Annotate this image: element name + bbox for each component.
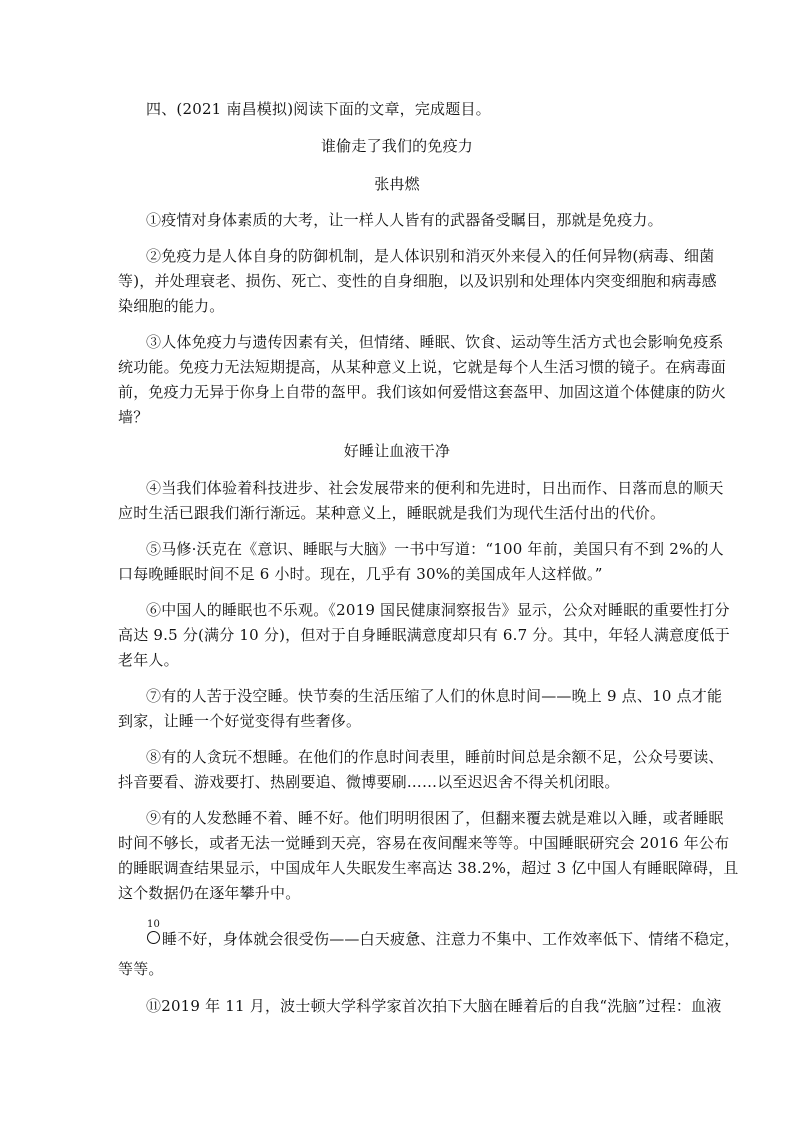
paragraph-4-line-2: 应时生活已跟我们渐行渐远。某种意义上，睡眠就是我们为现代生活付出的代价。 bbox=[118, 504, 666, 522]
paragraph-5-line-2: 口每晚睡眠时间不足 6 小时。现在，几乎有 30%的美国成年人这样做。” bbox=[118, 565, 603, 583]
paragraph-10-line-1 bbox=[146, 919, 740, 949]
paragraph-11-line-1: ⑪2019 年 11 月，波士顿大学科学家首次拍下大脑在睡着后的自我“洗脑”过程：血液 bbox=[146, 997, 722, 1015]
paragraph-9-line-3: 的睡眠调查结果显示，中国成年人失眠发生率高达 38.2%，超过 3 亿中国人有睡眠障碍，且 bbox=[118, 859, 739, 877]
paragraph-10-number: 10 bbox=[147, 919, 161, 930]
paragraph-7-line-1: ⑦有的人苦于没空睡。快节奏的生活压缩了人们的休息时间——晚上 9 点、10 点才能 bbox=[146, 687, 723, 705]
paragraph-2-line-3: 染细胞的能力。 bbox=[118, 297, 225, 315]
paragraph-6-line-1: ⑥中国人的睡眠也不乐观。《2019 国民健康洞察报告》显示，公众对睡眠的重要性打分 bbox=[146, 601, 730, 619]
paragraph-9-line-1: ⑨有的人发愁睡不着、睡不好。他们明明很困了，但翻来覆去就是难以入睡，或者睡眠 bbox=[146, 809, 724, 827]
question-header: 四、(2021 南昌模拟)阅读下面的文章，完成题目。 bbox=[146, 100, 491, 118]
paragraph-10-line-2: 等等。 bbox=[118, 960, 164, 978]
paragraph-2-line-1: ②免疫力是人体自身的防御机制，是人体识别和消灭外来侵入的任何异物(病毒、细菌 bbox=[146, 247, 715, 265]
section-subtitle: 好睡让血液干净 bbox=[343, 442, 451, 460]
paragraph-10-text: 睡不好，身体就会很受伤——白天疲惫、注意力不集中、工作效率低下、情绪不稳定， bbox=[162, 930, 740, 948]
paragraph-3-line-3: 前，免疫力无异于你身上自带的盔甲。我们该如何爱惜这套盔甲、加固这道个体健康的防火 bbox=[118, 383, 727, 401]
article-author: 张冉燃 bbox=[374, 175, 420, 193]
paragraph-10-number-marker bbox=[146, 919, 161, 944]
paragraph-4-line-1: ④当我们体验着科技进步、社会发展带来的便利和先进时，日出而作、日落而息的顺天 bbox=[146, 479, 724, 497]
article-title: 谁偷走了我们的免疫力 bbox=[320, 137, 473, 155]
paragraph-5-line-1: ⑤马修·沃克在《意识、睡眠与大脑》一书中写道：“100 年前，美国只有不到 2%的人 bbox=[146, 540, 724, 558]
paragraph-3-line-4: 墙？ bbox=[118, 408, 149, 426]
paragraph-2-line-2: 等)，并处理衰老、损伤、死亡、变性的自身细胞，以及识别和处理体内突变细胞和病毒感 bbox=[118, 272, 717, 290]
paragraph-9-line-4: 这个数据仍在逐年攀升中。 bbox=[118, 884, 301, 902]
paragraph-9-line-2: 时间不够长，或者无法一觉睡到天亮，容易在夜间醒来等等。中国睡眠研究会 2016 年公布 bbox=[118, 834, 730, 852]
paragraph-6-line-2: 高达 9.5 分(满分 10 分)，但对于自身睡眠满意度却只有 6.7 分。其中，年轻人满意度低于 bbox=[118, 626, 730, 644]
paragraph-6-line-3: 老年人。 bbox=[118, 651, 179, 669]
paragraph-8-line-1: ⑧有的人贪玩不想睡。在他们的作息时间表里，睡前时间总是余额不足，公众号要读、 bbox=[146, 748, 724, 766]
paragraph-7-line-2: 到家，让睡一个好觉变得有些奢侈。 bbox=[118, 712, 362, 730]
paragraph-3-line-1: ③人体免疫力与遗传因素有关，但情绪、睡眠、饮食、运动等生活方式也会影响免疫系 bbox=[146, 333, 724, 351]
paragraph-10-circle bbox=[147, 931, 160, 944]
paragraph-1: ①疫情对身体素质的大考，让一样人人皆有的武器备受瞩目，那就是免疫力。 bbox=[146, 211, 663, 229]
paragraph-3-line-2: 统功能。免疫力无法短期提高，从某种意义上说，它就是每个人生活习惯的镜子。在病毒面 bbox=[118, 358, 727, 376]
paragraph-8-line-2: 抖音要看、游戏要打、热剧要追、微博要刷……以至迟迟舍不得关机闭眼。 bbox=[118, 773, 620, 791]
